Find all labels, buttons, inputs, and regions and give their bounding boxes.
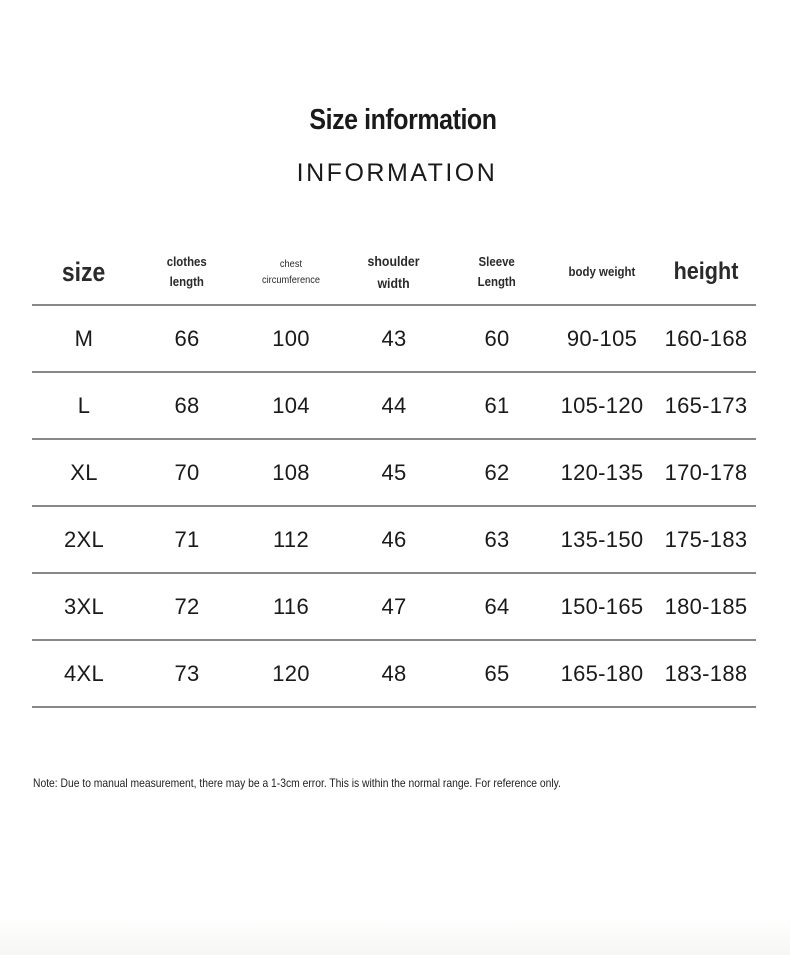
cell-sleeve-length: 60 xyxy=(484,325,510,351)
cell-body-weight: 135-150 xyxy=(560,526,644,552)
cell-size: 2XL xyxy=(63,526,105,552)
table-row xyxy=(32,440,756,505)
cell-shoulder-width: 48 xyxy=(381,660,407,686)
cell-size: 4XL xyxy=(63,660,105,686)
cell-height: 160-168 xyxy=(664,325,748,351)
header-sleeve-length: Sleeve Length xyxy=(477,254,517,289)
table-row xyxy=(32,507,756,572)
cell-sleeve-length: 62 xyxy=(484,459,510,485)
table-row xyxy=(32,641,756,706)
cell-size: XL xyxy=(70,459,98,485)
cell-shoulder-width: 43 xyxy=(381,325,407,351)
table-row xyxy=(32,306,756,371)
cell-clothes-length: 71 xyxy=(174,526,200,552)
cell-size: L xyxy=(77,392,91,418)
cell-height: 175-183 xyxy=(664,526,748,552)
cell-chest-circumference: 112 xyxy=(273,526,309,552)
header-chest-circumference: chest circumference xyxy=(261,258,321,286)
cell-chest-circumference: 108 xyxy=(272,459,310,485)
cell-sleeve-length: 63 xyxy=(484,526,510,552)
cell-sleeve-length: 61 xyxy=(484,392,510,418)
cell-shoulder-width: 46 xyxy=(381,526,407,552)
cell-clothes-length: 73 xyxy=(174,660,200,686)
cell-body-weight: 120-135 xyxy=(560,459,644,485)
header-size: size xyxy=(62,257,106,287)
cell-shoulder-width: 45 xyxy=(381,459,407,485)
cell-chest-circumference: 116 xyxy=(273,593,309,619)
header-shoulder-width: shoulder width xyxy=(367,253,421,291)
header-clothes-length: clothes length xyxy=(166,254,208,289)
divider xyxy=(32,706,756,708)
cell-body-weight: 105-120 xyxy=(560,392,644,418)
cell-clothes-length: 68 xyxy=(174,392,200,418)
cell-size: M xyxy=(74,325,94,351)
table-row xyxy=(32,574,756,639)
cell-chest-circumference: 120 xyxy=(272,660,310,686)
cell-clothes-length: 66 xyxy=(174,325,200,351)
cell-sleeve-length: 64 xyxy=(484,593,510,619)
header-body-weight: body weight xyxy=(568,264,636,279)
cell-height: 165-173 xyxy=(664,392,748,418)
table-row xyxy=(32,373,756,438)
cell-height: 183-188 xyxy=(664,660,748,686)
cell-body-weight: 90-105 xyxy=(566,325,638,351)
page-title: Size information xyxy=(309,104,497,136)
cell-clothes-length: 70 xyxy=(174,459,200,485)
cell-body-weight: 150-165 xyxy=(560,593,644,619)
cell-chest-circumference: 100 xyxy=(272,325,310,351)
cell-shoulder-width: 44 xyxy=(381,392,407,418)
cell-height: 170-178 xyxy=(664,459,748,485)
cell-height: 180-185 xyxy=(664,593,748,619)
cell-shoulder-width: 47 xyxy=(381,593,407,619)
size-table xyxy=(32,240,756,708)
cell-size: 3XL xyxy=(63,593,105,619)
table-header xyxy=(32,240,756,304)
cell-chest-circumference: 104 xyxy=(272,392,310,418)
cell-sleeve-length: 65 xyxy=(484,660,510,686)
cell-clothes-length: 72 xyxy=(174,593,200,619)
cell-body-weight: 165-180 xyxy=(560,660,644,686)
bottom-strip xyxy=(0,918,790,955)
page-subtitle: INFORMATION xyxy=(296,159,498,187)
table-body xyxy=(32,306,756,708)
measurement-note: Note: Due to manual measurement, there may be a 1-3cm error. This is within the normal range. For reference only. xyxy=(33,776,561,790)
header-height: height xyxy=(673,258,739,285)
